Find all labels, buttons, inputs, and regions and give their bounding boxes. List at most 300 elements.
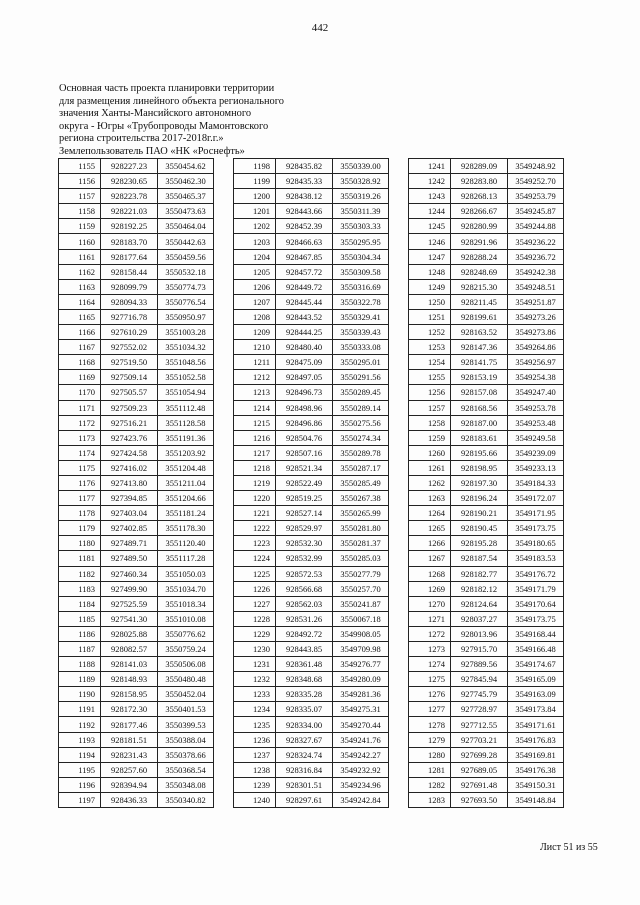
coord-y: 3551211.04: [158, 475, 214, 490]
table-row: [234, 747, 389, 762]
point-number: 1177: [59, 491, 101, 506]
coord-y: 3550303.33: [333, 219, 389, 234]
coord-x: 927394.85: [101, 491, 158, 506]
coord-y: 3550328.92: [333, 174, 389, 189]
point-number: 1266: [409, 536, 451, 551]
coord-x: 927424.58: [101, 445, 158, 460]
coord-x: 927403.04: [101, 506, 158, 521]
coord-y: 3550277.79: [333, 566, 389, 581]
coord-x: 928266.67: [451, 204, 508, 219]
point-number: 1200: [234, 189, 276, 204]
point-number: 1184: [59, 596, 101, 611]
coord-x: 928183.70: [101, 234, 158, 249]
table-row: [409, 415, 564, 430]
coord-x: 928025.88: [101, 626, 158, 641]
point-number: 1187: [59, 642, 101, 657]
coord-x: 928124.64: [451, 596, 508, 611]
table-row: [409, 445, 564, 460]
coord-x: 927745.79: [451, 687, 508, 702]
coord-y: 3550401.53: [158, 702, 214, 717]
point-number: 1155: [59, 159, 101, 174]
table-row: [59, 385, 214, 400]
table-row: [59, 370, 214, 385]
table-row: [409, 264, 564, 279]
point-number: 1176: [59, 475, 101, 490]
point-number: 1224: [234, 551, 276, 566]
table-row: [59, 475, 214, 490]
point-number: 1210: [234, 340, 276, 355]
table-row: [234, 642, 389, 657]
point-number: 1235: [234, 717, 276, 732]
table-row: [59, 430, 214, 445]
table-row: [59, 536, 214, 551]
document-heading: [59, 83, 319, 159]
coord-y: 3549173.75: [508, 521, 564, 536]
point-number: 1262: [409, 475, 451, 490]
table-row: [59, 400, 214, 415]
coord-y: 3550950.97: [158, 309, 214, 324]
coord-x: 928297.61: [276, 792, 333, 807]
coord-x: 927423.76: [101, 430, 158, 445]
point-number: 1263: [409, 491, 451, 506]
table-row: [59, 596, 214, 611]
point-number: 1251: [409, 309, 451, 324]
coord-x: 927845.94: [451, 672, 508, 687]
table-row: [234, 521, 389, 536]
point-number: 1268: [409, 566, 451, 581]
point-number: 1218: [234, 460, 276, 475]
table-row: [409, 370, 564, 385]
table-row: [234, 204, 389, 219]
table-row: [409, 551, 564, 566]
coord-y: 3551112.48: [158, 400, 214, 415]
coord-x: 928187.00: [451, 415, 508, 430]
point-number: 1208: [234, 309, 276, 324]
coord-x: 928158.44: [101, 264, 158, 279]
coord-y: 3550285.49: [333, 475, 389, 490]
coord-x: 927703.21: [451, 732, 508, 747]
coord-y: 3549253.78: [508, 400, 564, 415]
table-row: [409, 581, 564, 596]
coord-y: 3549236.72: [508, 249, 564, 264]
coord-y: 3551203.92: [158, 445, 214, 460]
coord-y: 3549176.72: [508, 566, 564, 581]
table-row: [409, 475, 564, 490]
coord-y: 3549150.31: [508, 777, 564, 792]
coord-x: 928211.45: [451, 294, 508, 309]
coord-y: 3549253.48: [508, 415, 564, 430]
point-number: 1179: [59, 521, 101, 536]
coord-y: 3550289.14: [333, 400, 389, 415]
heading-line: для размещения линейного объекта регионального: [59, 95, 284, 107]
table-row: [409, 340, 564, 355]
coord-x: 927552.02: [101, 340, 158, 355]
coord-x: 928190.21: [451, 506, 508, 521]
table-row: [409, 777, 564, 792]
point-number: 1281: [409, 762, 451, 777]
table-row: [234, 430, 389, 445]
coord-x: 927541.30: [101, 611, 158, 626]
table-row: [59, 762, 214, 777]
point-number: 1248: [409, 264, 451, 279]
point-number: 1228: [234, 611, 276, 626]
coord-y: 3549173.84: [508, 702, 564, 717]
coord-x: 927505.57: [101, 385, 158, 400]
coord-x: 928280.99: [451, 219, 508, 234]
coord-x: 928183.61: [451, 430, 508, 445]
point-number: 1219: [234, 475, 276, 490]
coord-x: 928197.30: [451, 475, 508, 490]
coord-y: 3549180.65: [508, 536, 564, 551]
coord-y: 3549170.64: [508, 596, 564, 611]
coord-x: 928497.05: [276, 370, 333, 385]
coord-x: 928522.49: [276, 475, 333, 490]
coord-x: 928324.74: [276, 747, 333, 762]
coord-y: 3549251.87: [508, 294, 564, 309]
table-row: [234, 611, 389, 626]
coord-x: 928168.56: [451, 400, 508, 415]
coord-y: 3550309.58: [333, 264, 389, 279]
coord-y: 3550241.87: [333, 596, 389, 611]
coord-x: 927716.78: [101, 309, 158, 324]
point-number: 1178: [59, 506, 101, 521]
coord-x: 927915.70: [451, 642, 508, 657]
coord-x: 927489.50: [101, 551, 158, 566]
point-number: 1201: [234, 204, 276, 219]
table-row: [409, 596, 564, 611]
point-number: 1173: [59, 430, 101, 445]
point-number: 1276: [409, 687, 451, 702]
table-row: [234, 717, 389, 732]
point-number: 1257: [409, 400, 451, 415]
point-number: 1209: [234, 325, 276, 340]
coord-x: 928504.76: [276, 430, 333, 445]
table-row: [59, 672, 214, 687]
point-number: 1161: [59, 249, 101, 264]
coord-y: 3549273.26: [508, 309, 564, 324]
coord-x: 928436.33: [101, 792, 158, 807]
coord-x: 928521.34: [276, 460, 333, 475]
coord-x: 928158.95: [101, 687, 158, 702]
table-row: [409, 521, 564, 536]
point-number: 1199: [234, 174, 276, 189]
sheet-footer: Лист 51 из 55: [540, 842, 598, 853]
table-row: [234, 566, 389, 581]
heading-line: значения Ханты-Мансийского автономного: [59, 108, 252, 120]
coord-y: 3550295.95: [333, 234, 389, 249]
table-row: [59, 309, 214, 324]
coord-x: 928394.94: [101, 777, 158, 792]
coord-x: 928198.95: [451, 460, 508, 475]
point-number: 1249: [409, 279, 451, 294]
table-row: [59, 189, 214, 204]
coord-x: 928449.72: [276, 279, 333, 294]
table-row: [59, 687, 214, 702]
point-number: 1230: [234, 642, 276, 657]
coord-x: 928153.19: [451, 370, 508, 385]
coord-y: 3551117.28: [158, 551, 214, 566]
coord-y: 3550285.03: [333, 551, 389, 566]
coord-x: 927691.48: [451, 777, 508, 792]
table-row: [409, 325, 564, 340]
coord-y: 3550322.78: [333, 294, 389, 309]
coord-y: 3549252.70: [508, 174, 564, 189]
table-row: [59, 279, 214, 294]
point-number: 1182: [59, 566, 101, 581]
coord-y: 3550333.08: [333, 340, 389, 355]
coord-y: 3549171.61: [508, 717, 564, 732]
table-row: [59, 445, 214, 460]
point-number: 1215: [234, 415, 276, 430]
coord-x: 928475.09: [276, 355, 333, 370]
point-number: 1242: [409, 174, 451, 189]
point-number: 1245: [409, 219, 451, 234]
coord-y: 3549273.86: [508, 325, 564, 340]
point-number: 1259: [409, 430, 451, 445]
table-row: [59, 702, 214, 717]
coord-y: 3550340.82: [158, 792, 214, 807]
table-row: [234, 445, 389, 460]
coord-y: 3549169.81: [508, 747, 564, 762]
point-number: 1168: [59, 355, 101, 370]
coord-x: 928532.30: [276, 536, 333, 551]
coord-y: 3549233.13: [508, 460, 564, 475]
table-row: [409, 234, 564, 249]
coord-x: 928141.75: [451, 355, 508, 370]
point-number: 1237: [234, 747, 276, 762]
coord-x: 928182.77: [451, 566, 508, 581]
coord-x: 928348.68: [276, 672, 333, 687]
coord-x: 928172.30: [101, 702, 158, 717]
table-row: [234, 249, 389, 264]
coord-x: 928196.24: [451, 491, 508, 506]
table-row: [234, 581, 389, 596]
coord-x: 928291.96: [451, 234, 508, 249]
table-row: [59, 717, 214, 732]
point-number: 1170: [59, 385, 101, 400]
coord-y: 3549254.38: [508, 370, 564, 385]
table-row: [59, 174, 214, 189]
coord-x: 928443.85: [276, 642, 333, 657]
point-number: 1239: [234, 777, 276, 792]
point-number: 1261: [409, 460, 451, 475]
coord-x: 927489.71: [101, 536, 158, 551]
heading-line: Землепользователь ПАО «НК «Роснефть»: [59, 145, 245, 157]
point-number: 1189: [59, 672, 101, 687]
table-row: [234, 264, 389, 279]
coord-y: 3550289.78: [333, 445, 389, 460]
table-row: [234, 626, 389, 641]
coord-x: 928480.40: [276, 340, 333, 355]
coord-y: 3550281.80: [333, 521, 389, 536]
coord-x: 927519.50: [101, 355, 158, 370]
coord-y: 3550291.56: [333, 370, 389, 385]
point-number: 1222: [234, 521, 276, 536]
coord-y: 3549242.84: [333, 792, 389, 807]
table-row: [409, 611, 564, 626]
table-row: [59, 249, 214, 264]
table-row: [234, 762, 389, 777]
table-row: [409, 430, 564, 445]
coord-x: 928163.52: [451, 325, 508, 340]
point-number: 1193: [59, 732, 101, 747]
table-row: [59, 792, 214, 807]
coord-y: 3551178.30: [158, 521, 214, 536]
table-row: [409, 506, 564, 521]
table-row: [409, 792, 564, 807]
coord-y: 3551018.34: [158, 596, 214, 611]
point-number: 1240: [234, 792, 276, 807]
coord-x: 928435.82: [276, 159, 333, 174]
coord-x: 928182.12: [451, 581, 508, 596]
coord-y: 3551181.24: [158, 506, 214, 521]
coord-x: 928467.85: [276, 249, 333, 264]
point-number: 1243: [409, 189, 451, 204]
coord-y: 3550348.08: [158, 777, 214, 792]
coord-y: 3549176.38: [508, 762, 564, 777]
coord-y: 3550295.01: [333, 355, 389, 370]
coord-y: 3551003.28: [158, 325, 214, 340]
point-number: 1180: [59, 536, 101, 551]
table-row: [409, 762, 564, 777]
point-number: 1160: [59, 234, 101, 249]
table-row: [409, 702, 564, 717]
coord-y: 3550311.39: [333, 204, 389, 219]
coord-x: 928257.60: [101, 762, 158, 777]
point-number: 1192: [59, 717, 101, 732]
coord-y: 3550339.00: [333, 159, 389, 174]
point-number: 1206: [234, 279, 276, 294]
coord-y: 3549245.87: [508, 204, 564, 219]
table-row: [234, 340, 389, 355]
table-row: [234, 792, 389, 807]
coord-x: 927402.85: [101, 521, 158, 536]
coord-y: 3549239.09: [508, 445, 564, 460]
coord-x: 927712.55: [451, 717, 508, 732]
coord-y: 3550442.63: [158, 234, 214, 249]
coord-x: 927889.56: [451, 657, 508, 672]
table-row: [234, 415, 389, 430]
coord-x: 927499.90: [101, 581, 158, 596]
point-number: 1191: [59, 702, 101, 717]
coord-y: 3549709.98: [333, 642, 389, 657]
coord-x: 928457.72: [276, 264, 333, 279]
table-row: [234, 325, 389, 340]
coord-x: 928181.51: [101, 732, 158, 747]
coord-y: 3551191.36: [158, 430, 214, 445]
point-number: 1236: [234, 732, 276, 747]
coord-x: 928227.23: [101, 159, 158, 174]
table-row: [59, 777, 214, 792]
coord-y: 3549249.58: [508, 430, 564, 445]
table-row: [59, 204, 214, 219]
coord-y: 3549236.22: [508, 234, 564, 249]
coord-x: 928496.86: [276, 415, 333, 430]
coord-y: 3550287.17: [333, 460, 389, 475]
coord-y: 3550339.43: [333, 325, 389, 340]
table-row: [409, 279, 564, 294]
table-row: [234, 596, 389, 611]
point-number: 1175: [59, 460, 101, 475]
point-number: 1250: [409, 294, 451, 309]
point-number: 1255: [409, 370, 451, 385]
table-row: [234, 491, 389, 506]
point-number: 1277: [409, 702, 451, 717]
point-number: 1238: [234, 762, 276, 777]
coord-y: 3549275.31: [333, 702, 389, 717]
point-number: 1166: [59, 325, 101, 340]
table-row: [234, 174, 389, 189]
coord-x: 928327.67: [276, 732, 333, 747]
coord-x: 928562.03: [276, 596, 333, 611]
coord-x: 927699.28: [451, 747, 508, 762]
coord-x: 928199.61: [451, 309, 508, 324]
table-row: [234, 536, 389, 551]
coord-x: 928443.52: [276, 309, 333, 324]
coord-y: 3550319.26: [333, 189, 389, 204]
point-number: 1165: [59, 309, 101, 324]
coord-x: 928445.44: [276, 294, 333, 309]
coord-y: 3550506.08: [158, 657, 214, 672]
coord-y: 3549247.40: [508, 385, 564, 400]
coord-x: 928507.16: [276, 445, 333, 460]
coord-y: 3549171.79: [508, 581, 564, 596]
point-number: 1265: [409, 521, 451, 536]
coord-x: 928147.36: [451, 340, 508, 355]
coord-x: 928099.79: [101, 279, 158, 294]
point-number: 1205: [234, 264, 276, 279]
coord-y: 3551120.40: [158, 536, 214, 551]
table-row: [234, 279, 389, 294]
table-row: [234, 777, 389, 792]
coord-y: 3551128.58: [158, 415, 214, 430]
table-row: [59, 551, 214, 566]
coord-y: 3551204.66: [158, 491, 214, 506]
coord-x: 927693.50: [451, 792, 508, 807]
coord-x: 928177.64: [101, 249, 158, 264]
coord-y: 3550257.70: [333, 581, 389, 596]
table-row: [409, 687, 564, 702]
table-row: [59, 747, 214, 762]
coord-y: 3550473.63: [158, 204, 214, 219]
coord-y: 3549172.07: [508, 491, 564, 506]
point-number: 1254: [409, 355, 451, 370]
table-row: [59, 566, 214, 581]
table-row: [409, 400, 564, 415]
table-row: [59, 581, 214, 596]
coord-x: 927728.97: [451, 702, 508, 717]
point-number: 1213: [234, 385, 276, 400]
coord-y: 3549234.96: [333, 777, 389, 792]
table-row: [234, 702, 389, 717]
point-number: 1203: [234, 234, 276, 249]
coord-x: 927525.59: [101, 596, 158, 611]
coord-x: 928452.39: [276, 219, 333, 234]
coord-x: 928037.27: [451, 611, 508, 626]
coordinates-table-3: [408, 158, 564, 808]
table-row: [409, 385, 564, 400]
table-row: [234, 400, 389, 415]
coord-x: 928268.13: [451, 189, 508, 204]
point-number: 1283: [409, 792, 451, 807]
table-row: [409, 717, 564, 732]
coord-x: 928496.73: [276, 385, 333, 400]
coord-y: 3550776.54: [158, 294, 214, 309]
point-number: 1223: [234, 536, 276, 551]
coord-x: 928289.09: [451, 159, 508, 174]
coord-x: 928529.97: [276, 521, 333, 536]
table-row: [234, 159, 389, 174]
